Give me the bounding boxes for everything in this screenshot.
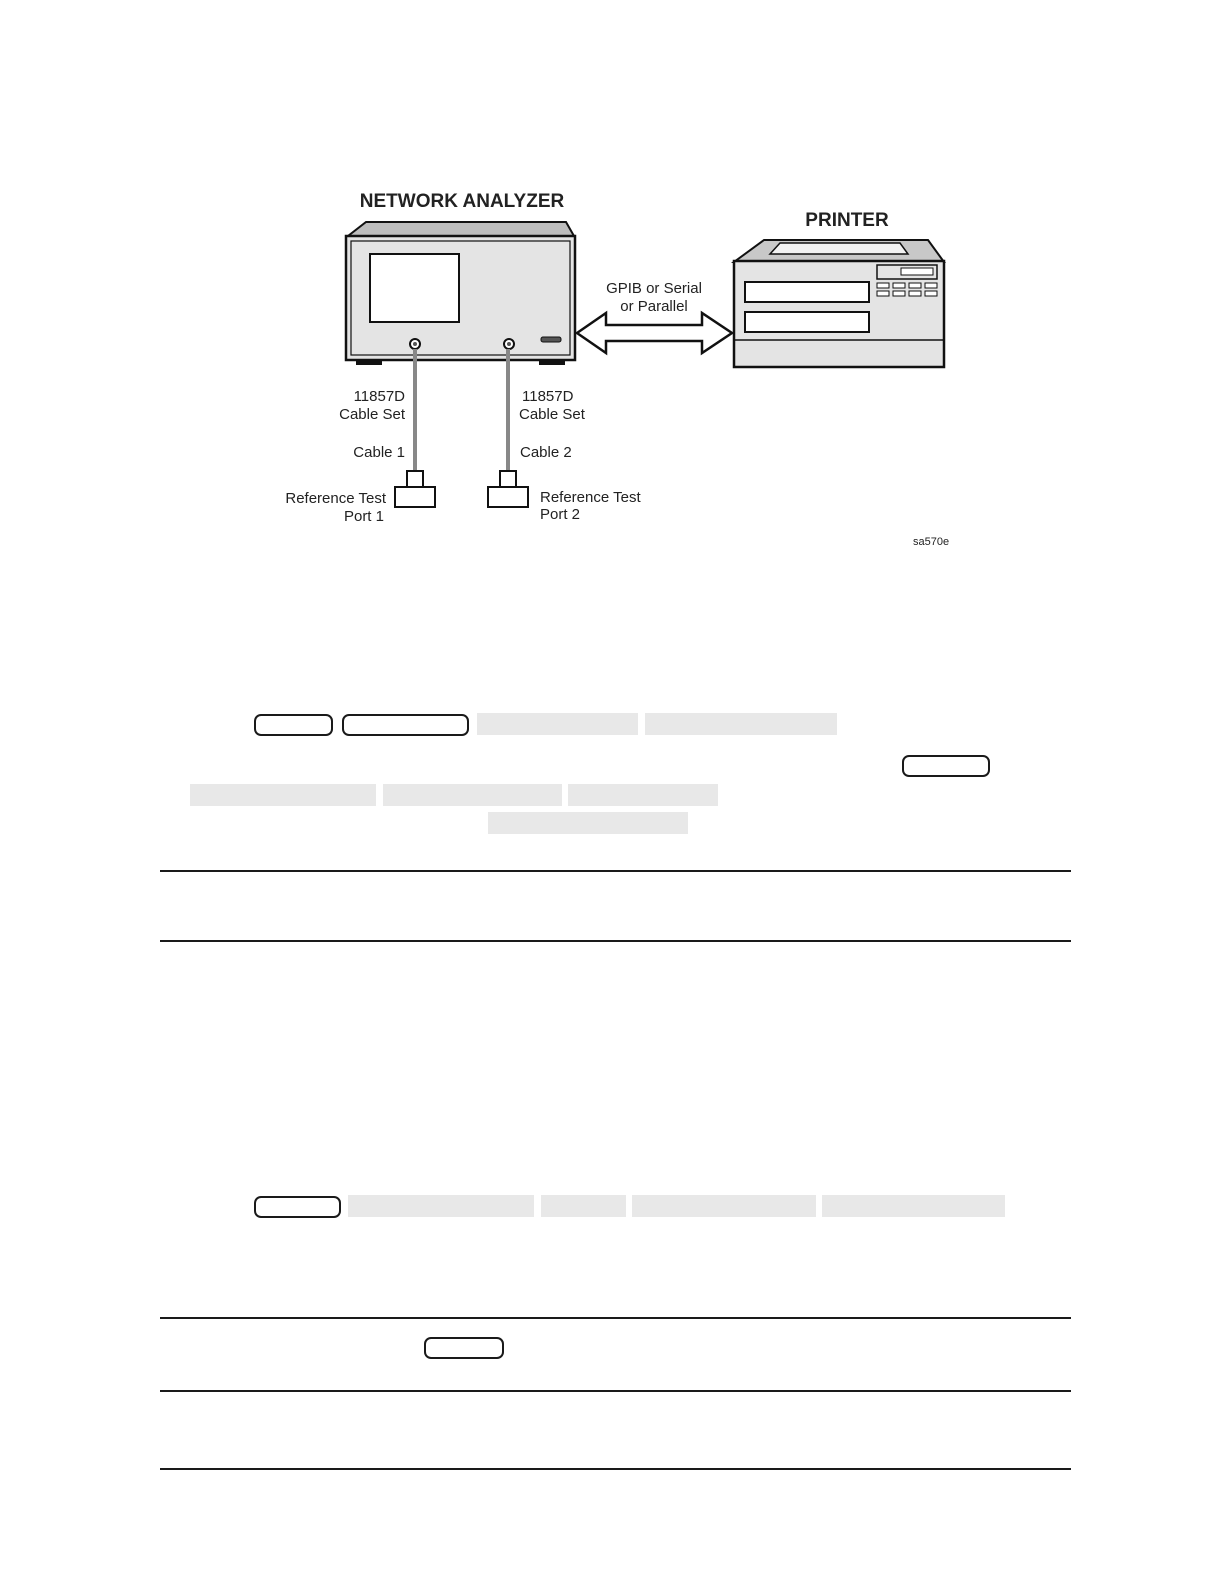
softkey-placeholder	[568, 784, 718, 806]
cable-set-right-model: 11857D	[522, 388, 574, 405]
cable-2-label: Cable 2	[520, 444, 572, 461]
softkey-placeholder	[541, 1195, 626, 1217]
hardkey-box	[342, 714, 469, 736]
softkey-placeholder	[632, 1195, 816, 1217]
softkey-placeholder	[822, 1195, 1005, 1217]
note-rule	[160, 1317, 1071, 1319]
interface-label-line1: GPIB or Serial	[606, 280, 702, 297]
hardkey-box	[424, 1337, 504, 1359]
cable-set-illustration	[395, 349, 528, 507]
network-analyzer-title: NETWORK ANALYZER	[359, 191, 565, 212]
softkey-placeholder	[348, 1195, 534, 1217]
ref-port-1-line1: Reference Test	[285, 490, 386, 507]
softkey-placeholder	[190, 784, 376, 806]
cable-set-left-model: 11857D	[353, 388, 405, 405]
note-rule	[160, 870, 1071, 872]
figure-id: sa570e	[913, 536, 950, 548]
note-rule	[160, 1390, 1071, 1392]
hardkey-box	[254, 1196, 341, 1218]
printer-illustration	[734, 240, 944, 367]
note-rule	[160, 940, 1071, 942]
interface-label-line2: or Parallel	[620, 298, 688, 315]
softkey-placeholder	[477, 713, 638, 735]
cable-set-left-label: Cable Set	[339, 406, 405, 423]
hardkey-box	[254, 714, 333, 736]
ref-port-1-line2: Port 1	[343, 508, 384, 525]
softkey-placeholder	[645, 713, 837, 735]
hardkey-box	[902, 755, 990, 777]
cable-set-right-label: Cable Set	[519, 406, 585, 423]
interface-arrow	[577, 313, 732, 353]
network-analyzer-illustration	[346, 222, 575, 365]
ref-port-2-line1: Reference Test	[540, 489, 641, 506]
printer-title: PRINTER	[805, 210, 889, 231]
cable-1-label: Cable 1	[353, 444, 405, 461]
softkey-placeholder	[383, 784, 562, 806]
softkey-placeholder	[488, 812, 688, 834]
ref-port-2-line2: Port 2	[540, 506, 581, 523]
note-rule	[160, 1468, 1071, 1470]
